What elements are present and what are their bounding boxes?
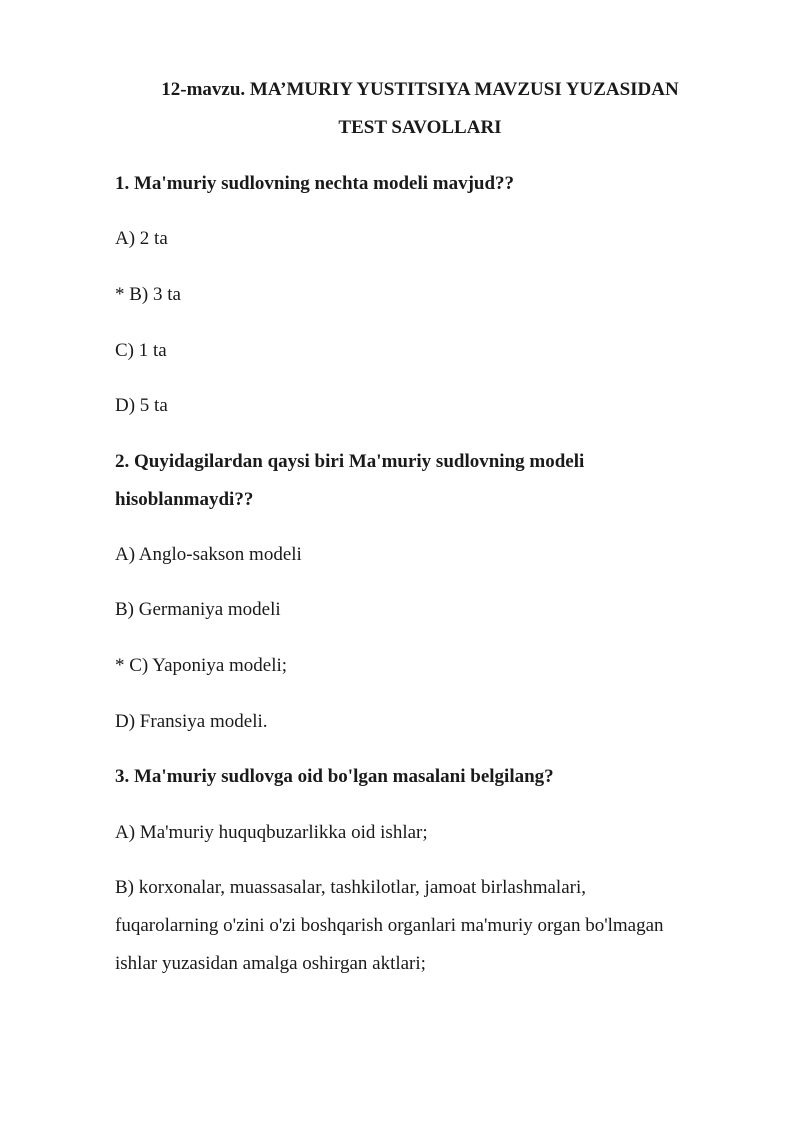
question-1-option-b: * B) 3 ta — [115, 284, 181, 305]
question-2-option-b: B) Germaniya modeli — [115, 599, 281, 620]
question-3-text: 3. Ma'muriy sudlovga oid bo'lgan masalani belgilang? — [115, 766, 554, 787]
question-3-option-a: A) Ma'muriy huquqbuzarlikka oid ishlar; — [115, 822, 428, 843]
question-1-option-c: C) 1 ta — [115, 340, 167, 361]
question-2-option-d: D) Fransiya modeli. — [115, 711, 268, 732]
question-3-option-b-line-1: B) korxonalar, muassasalar, tashkilotlar, jamoat birlashmalari, — [115, 877, 586, 898]
question-3-option-b-line-3: ishlar yuzasidan amalga oshirgan aktlari; — [115, 953, 426, 974]
question-1-option-a: A) 2 ta — [115, 228, 168, 249]
document-title-line-1: 12-mavzu. MA’MURIY YUSTITSIYA MAVZUSI YUZASIDAN — [161, 79, 679, 100]
question-1-text: 1. Ma'muriy sudlovning nechta modeli mavjud?? — [115, 173, 515, 194]
question-2-text-line-1: 2. Quyidagilardan qaysi biri Ma'muriy sudlovning modeli — [115, 451, 585, 472]
document-title-line-2: TEST SAVOLLARI — [338, 117, 502, 138]
question-2-text-line-2: hisoblanmaydi?? — [115, 489, 254, 510]
question-2-option-c: * C) Yaponiya modeli; — [115, 655, 288, 676]
question-1-option-d: D) 5 ta — [115, 395, 168, 416]
question-3-option-b-line-2: fuqarolarning o'zini o'zi boshqarish organlari ma'muriy organ bo'lmagan — [115, 915, 664, 936]
question-2-option-a: A) Anglo-sakson modeli — [115, 544, 302, 565]
